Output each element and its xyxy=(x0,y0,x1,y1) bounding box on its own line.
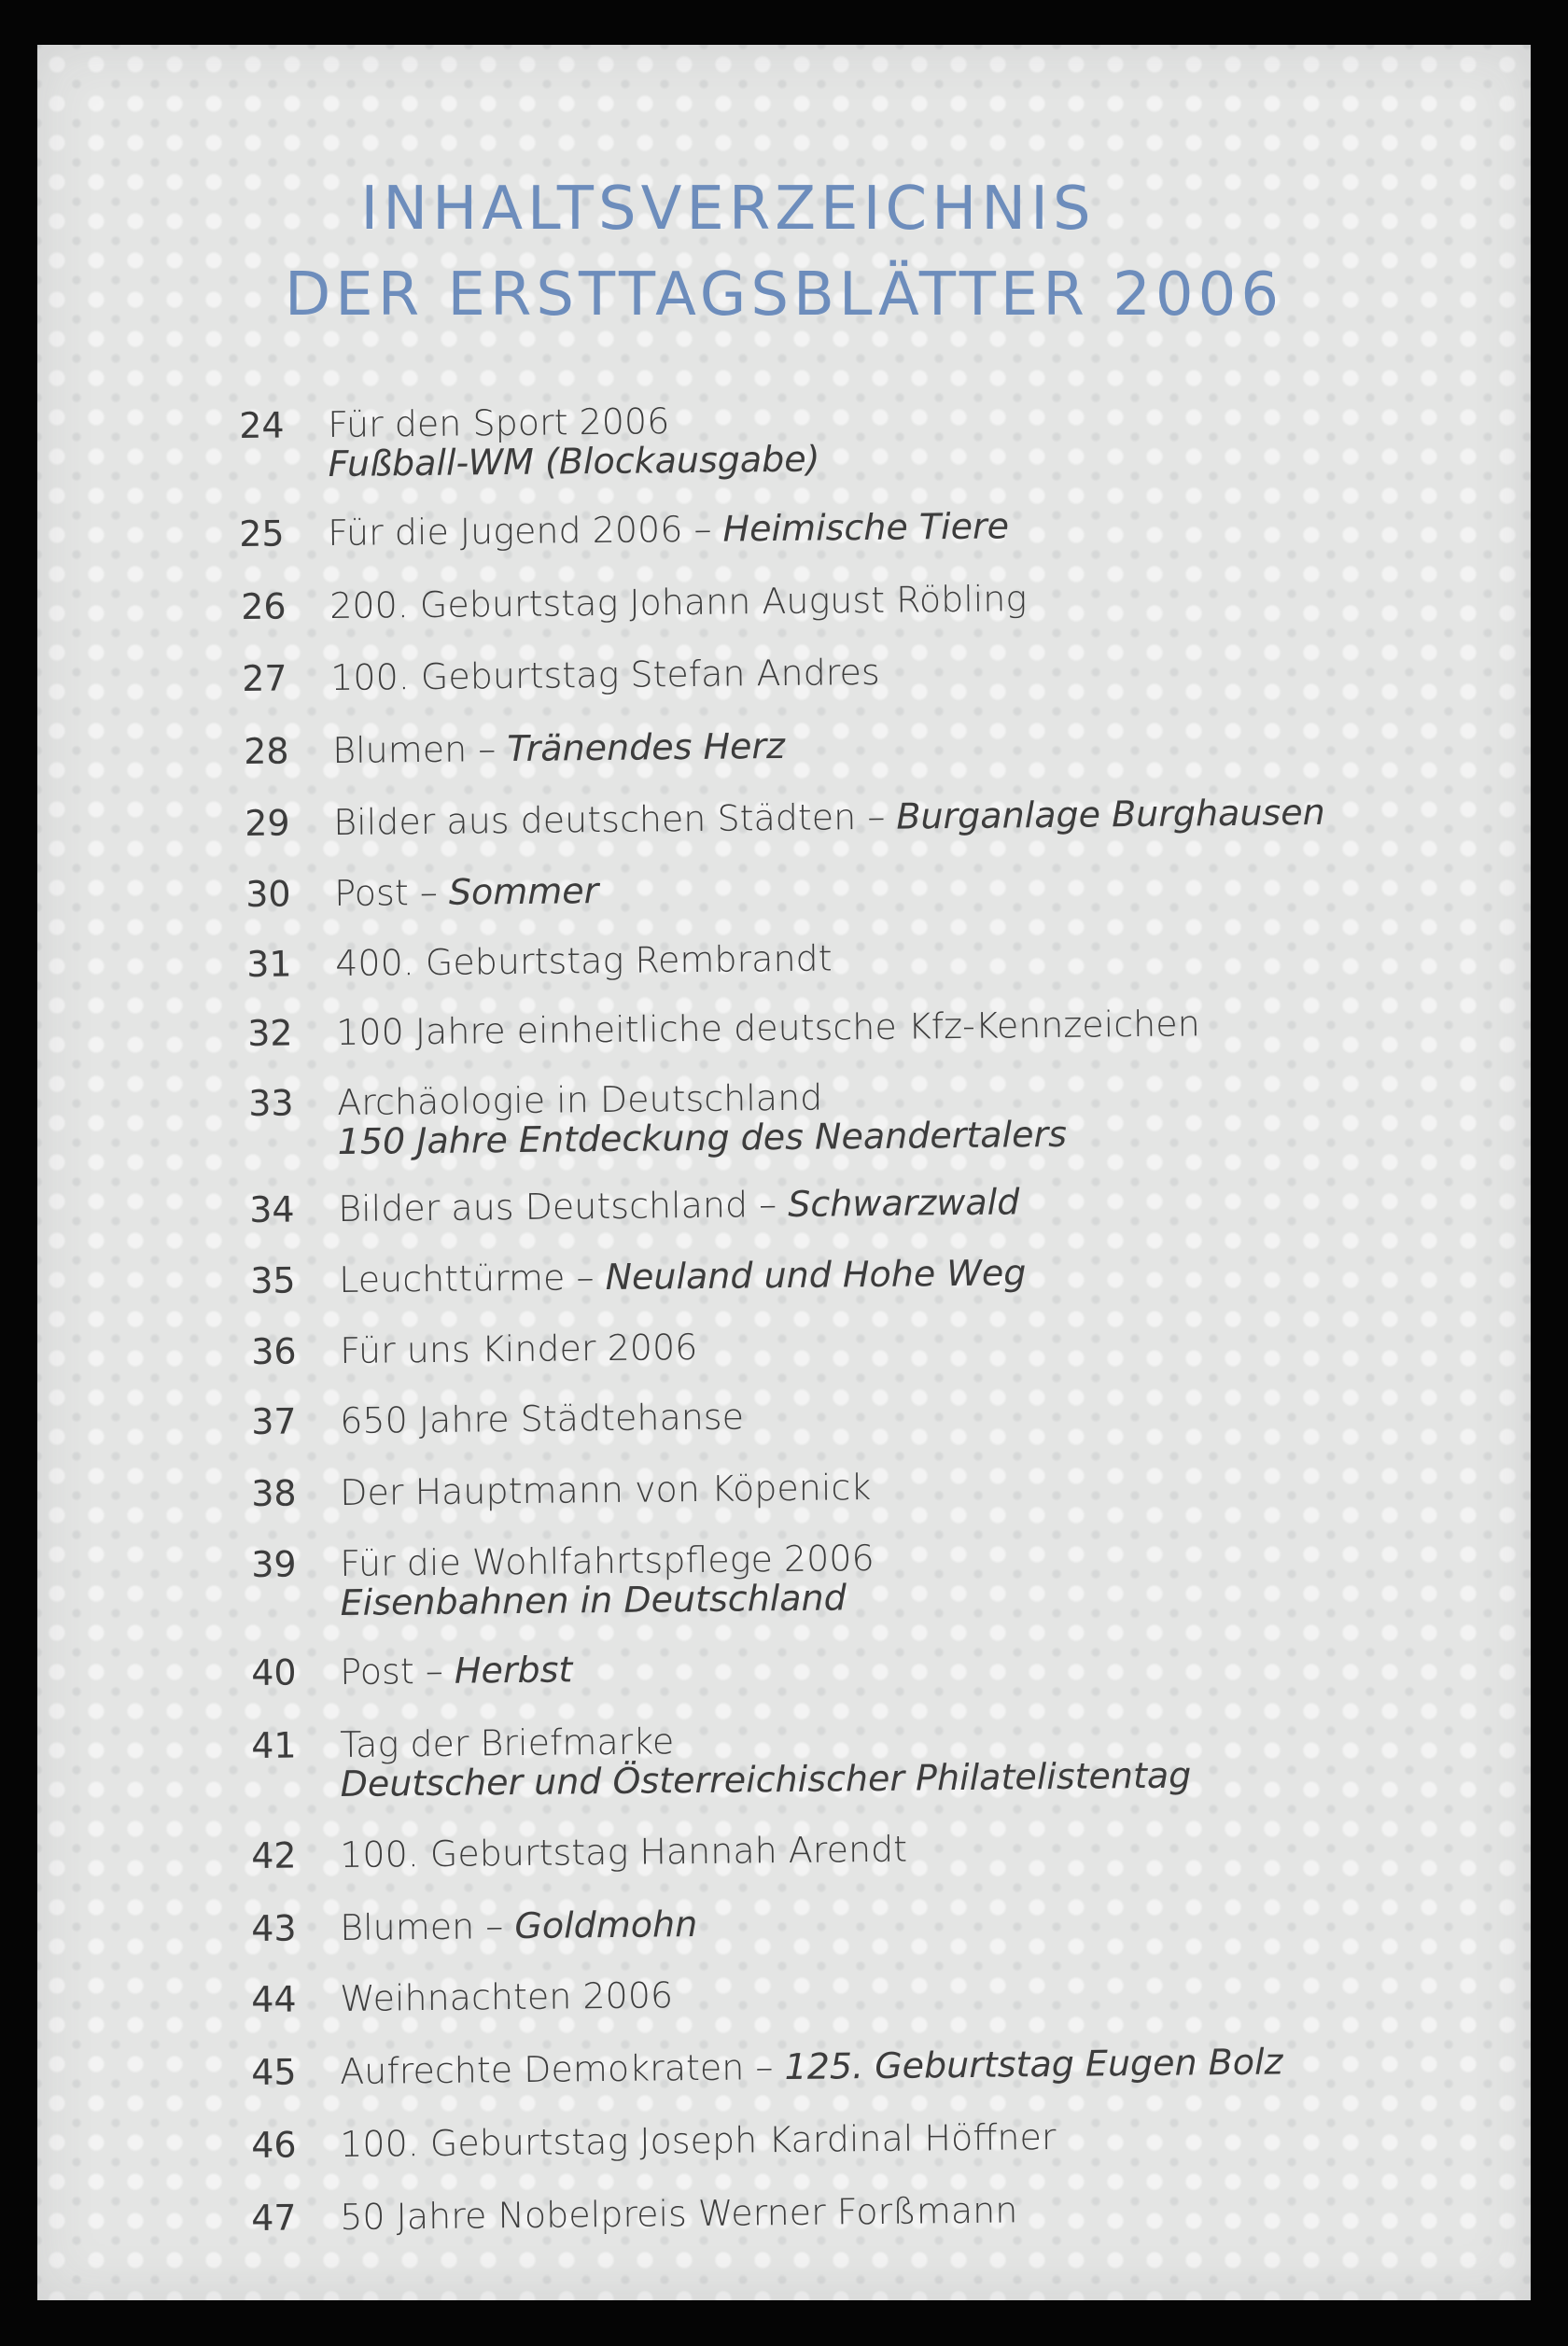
entry-title-italic: Sommer xyxy=(448,870,599,913)
toc-entry xyxy=(251,2041,1283,2093)
entry-number: 39 xyxy=(251,1543,297,1585)
entry-title: Für den Sport 2006 xyxy=(327,400,670,446)
entry-title: Bilder aus deutschen Städten – xyxy=(332,795,897,844)
entry-subtitle: Fußball-WM (Blockausgabe) xyxy=(328,438,820,485)
entry-number: 29 xyxy=(245,802,290,844)
document-page xyxy=(37,45,1531,2300)
entry-title-italic: Schwarzwald xyxy=(788,1181,1020,1225)
entry-number: 28 xyxy=(244,730,289,772)
toc-entry xyxy=(246,937,833,985)
entry-title: Post – xyxy=(333,871,450,915)
table-of-contents xyxy=(37,45,1531,2300)
entry-number: 41 xyxy=(251,1724,297,1766)
entry-title: Für uns Kinder 2006 xyxy=(339,1326,698,1372)
toc-entry xyxy=(245,792,1325,844)
entry-title-italic: Goldmohn xyxy=(514,1903,698,1947)
entry-number: 32 xyxy=(247,1012,293,1054)
toc-entry xyxy=(250,1252,1027,1301)
toc-entry xyxy=(239,505,1009,555)
entry-title: Der Hauptmann von Köpenick xyxy=(339,1467,872,1514)
entry-title: Archäologie in Deutschland xyxy=(336,1076,823,1124)
entry-subtitle: 150 Jahre Entdeckung des Neandertalers xyxy=(337,1113,1068,1163)
entry-number: 33 xyxy=(248,1082,294,1124)
entry-number: 46 xyxy=(251,2124,297,2166)
toc-entry xyxy=(251,1974,673,2020)
entry-title: Tag der Briefmarke xyxy=(339,1721,675,1766)
entry-title: Post – xyxy=(339,1650,455,1693)
toc-entry xyxy=(251,1538,875,1623)
toc-entry xyxy=(249,1181,1020,1230)
entry-number: 27 xyxy=(242,657,287,699)
toc-entry xyxy=(245,870,599,915)
toc-entry xyxy=(248,1075,1067,1161)
toc-entry xyxy=(241,578,1027,627)
entry-subtitle: Eisenbahnen in Deutschland xyxy=(340,1577,847,1624)
entry-title: Für die Jugend 2006 – xyxy=(327,508,723,555)
entry-title: 650 Jahre Städtehanse xyxy=(339,1396,745,1442)
entry-number: 45 xyxy=(251,2051,297,2093)
title-line-2: DER ERSTTAGSBLÄTTER 2006 xyxy=(284,260,1284,330)
toc-entry xyxy=(251,1715,1191,1804)
toc-entry xyxy=(251,2116,1057,2166)
entry-number: 34 xyxy=(249,1188,295,1230)
entry-title: 400. Geburtstag Rembrandt xyxy=(334,937,833,985)
toc-entry xyxy=(239,399,820,484)
title-line-1: INHALTSVERZEICHNIS xyxy=(360,175,1096,244)
entry-title: Für die Wohlfahrtspflege 2006 xyxy=(339,1538,875,1585)
entry-number: 37 xyxy=(251,1400,297,1442)
entry-title: 100. Geburtstag Hannah Arendt xyxy=(339,1828,908,1876)
entry-number: 26 xyxy=(241,585,287,627)
toc-entry xyxy=(247,1003,1200,1054)
entry-title: 100. Geburtstag Stefan Andres xyxy=(329,651,880,699)
entry-title-italic: Herbst xyxy=(454,1649,573,1692)
toc-entry xyxy=(251,1396,744,1442)
entry-title: Bilder aus Deutschland – xyxy=(337,1183,789,1230)
entry-number: 31 xyxy=(246,943,292,985)
entry-title-italic: Burganlage Burghausen xyxy=(896,791,1325,837)
entry-title-italic: 125. Geburtstag Eugen Bolz xyxy=(784,2041,1283,2088)
entry-title: 50 Jahre Nobelpreis Werner Forßmann xyxy=(339,2189,1018,2239)
toc-entry xyxy=(251,1829,907,1876)
entry-number: 40 xyxy=(251,1651,297,1693)
entry-title: Blumen – xyxy=(339,1905,515,1949)
toc-entry xyxy=(251,1649,573,1693)
entry-number: 44 xyxy=(251,1978,297,2020)
entry-title: Weihnachten 2006 xyxy=(339,1974,674,2020)
entry-title-italic: Neuland und Hohe Weg xyxy=(605,1252,1027,1299)
entry-number: 35 xyxy=(250,1259,296,1301)
entry-number: 25 xyxy=(239,513,285,555)
entry-number: 42 xyxy=(251,1834,297,1876)
entry-subtitle: Deutscher und Österreichischer Philatelistentag xyxy=(340,1754,1192,1805)
toc-entry xyxy=(251,1903,697,1949)
toc-entry xyxy=(251,2189,1018,2239)
entry-title: Aufrechte Demokraten – xyxy=(339,2046,785,2093)
toc-entry xyxy=(242,652,880,699)
entry-title: 100. Geburtstag Joseph Kardinal Höffner xyxy=(339,2115,1057,2166)
entry-title-italic: Heimische Tiere xyxy=(722,505,1010,550)
toc-entry xyxy=(251,1467,872,1514)
entry-title: 200. Geburtstag Johann August Röbling xyxy=(329,578,1028,627)
entry-title-italic: Tränendes Herz xyxy=(507,724,786,770)
entry-number: 36 xyxy=(251,1330,297,1372)
entry-number: 24 xyxy=(239,404,285,446)
entry-number: 30 xyxy=(245,873,291,915)
entry-title: Leuchttürme – xyxy=(338,1257,606,1301)
entry-number: 38 xyxy=(251,1472,297,1514)
entry-title: Blumen – xyxy=(331,728,508,772)
entry-number: 47 xyxy=(251,2197,297,2239)
entry-number: 43 xyxy=(251,1907,297,1949)
toc-entry xyxy=(244,725,785,772)
toc-entry xyxy=(251,1327,698,1372)
entry-title: 100 Jahre einheitliche deutsche Kfz-Kennzeichen xyxy=(335,1003,1200,1054)
